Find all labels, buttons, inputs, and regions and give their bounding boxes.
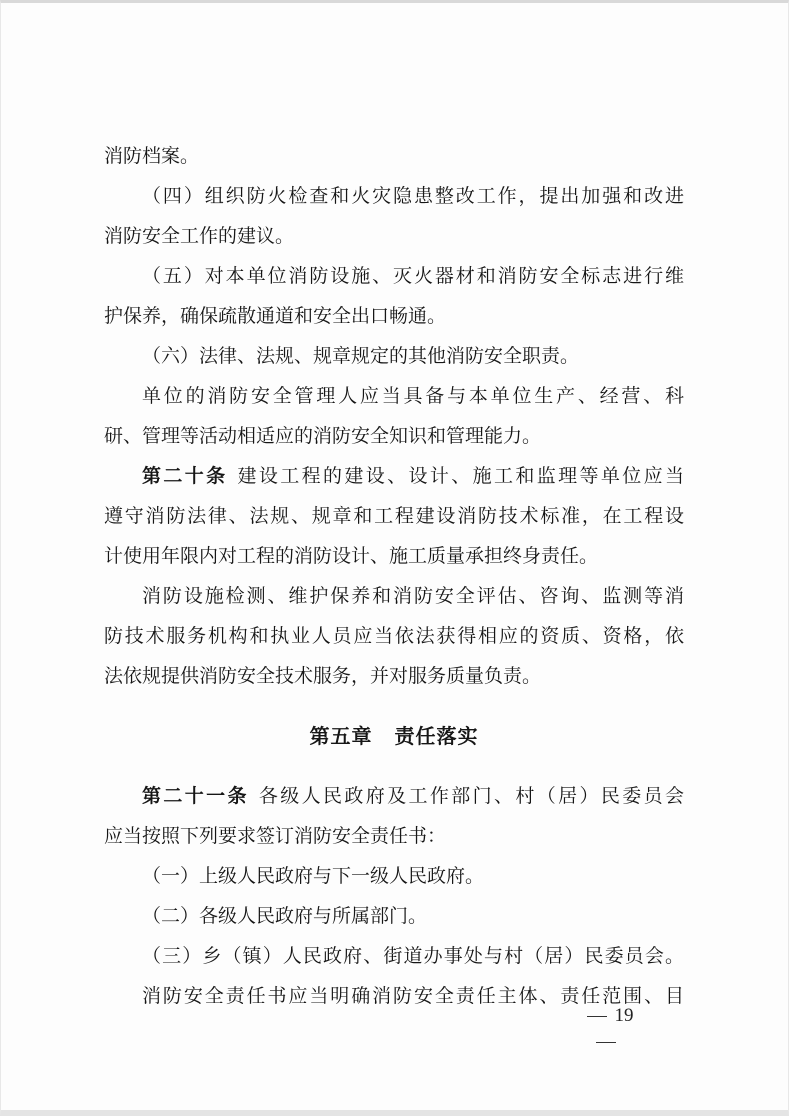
text-line: 消防安全工作的建议。 bbox=[104, 225, 295, 247]
text-line: （五）对本单位消防设施、灭火器材和消防安全标志进行维 bbox=[142, 265, 684, 287]
spacer bbox=[104, 696, 684, 706]
text-line: 护保养，确保疏散通道和安全出口畅通。 bbox=[104, 305, 447, 327]
article-20-label: 第二十条 bbox=[142, 465, 228, 487]
article-21-label: 第二十一条 bbox=[142, 785, 249, 807]
text-line: （四）组织防火检查和火灾隐患整改工作，提出加强和改进 bbox=[142, 185, 684, 207]
text-line: 应当按照下列要求签订消防安全责任书： bbox=[104, 825, 447, 847]
page-number-dash-left bbox=[587, 1016, 607, 1017]
text-line: 单位的消防安全管理人应当具备与本单位生产、经营、科 bbox=[142, 385, 684, 407]
chapter-number: 第五章 bbox=[309, 724, 373, 748]
text-line: 法依规提供消防安全技术服务，并对服务质量负责。 bbox=[104, 665, 542, 687]
spacer bbox=[104, 766, 684, 776]
text-line: 防技术服务机构和执业人员应当依法获得相应的资质、资格，依 bbox=[104, 625, 684, 647]
text-line: 计使用年限内对工程的消防设计、施工质量承担终身责任。 bbox=[104, 545, 599, 567]
page-number bbox=[561, 1003, 651, 1029]
text-line: （三）乡（镇）人民政府、街道办事处与村（居）民委员会。 bbox=[142, 945, 684, 967]
chapter-title: 责任落实 bbox=[394, 724, 479, 748]
text-line: 遵守消防法律、法规、规章和工程建设消防技术标准，在工程设 bbox=[104, 505, 684, 527]
article-21-text: 各级人民政府及工作部门、村（居）民委员会 bbox=[258, 785, 684, 807]
text-line: 消防设施检测、维护保养和消防安全评估、咨询、监测等消 bbox=[142, 585, 684, 607]
article-20-first-line bbox=[104, 456, 684, 496]
text-line: （一）上级人民政府与下一级人民政府。 bbox=[142, 865, 485, 887]
text-line: （二）各级人民政府与所属部门。 bbox=[142, 905, 428, 927]
article-20-text: 建设工程的建设、设计、施工和监理等单位应当 bbox=[237, 465, 684, 487]
text-line: 研、管理等活动相适应的消防安全知识和管理能力。 bbox=[104, 425, 542, 447]
article-21-first-line bbox=[104, 776, 684, 816]
page-number-value: 19 bbox=[614, 1005, 634, 1026]
chapter-heading bbox=[104, 706, 684, 766]
text-line: 消防安全责任书应当明确消防安全责任主体、责任范围、目 bbox=[142, 985, 684, 1007]
body-text bbox=[104, 136, 684, 1016]
page-number-dash-right bbox=[596, 1042, 616, 1043]
text-line: 消防档案。 bbox=[104, 145, 200, 167]
text-line: （六）法律、法规、规章规定的其他消防安全职责。 bbox=[142, 345, 580, 367]
